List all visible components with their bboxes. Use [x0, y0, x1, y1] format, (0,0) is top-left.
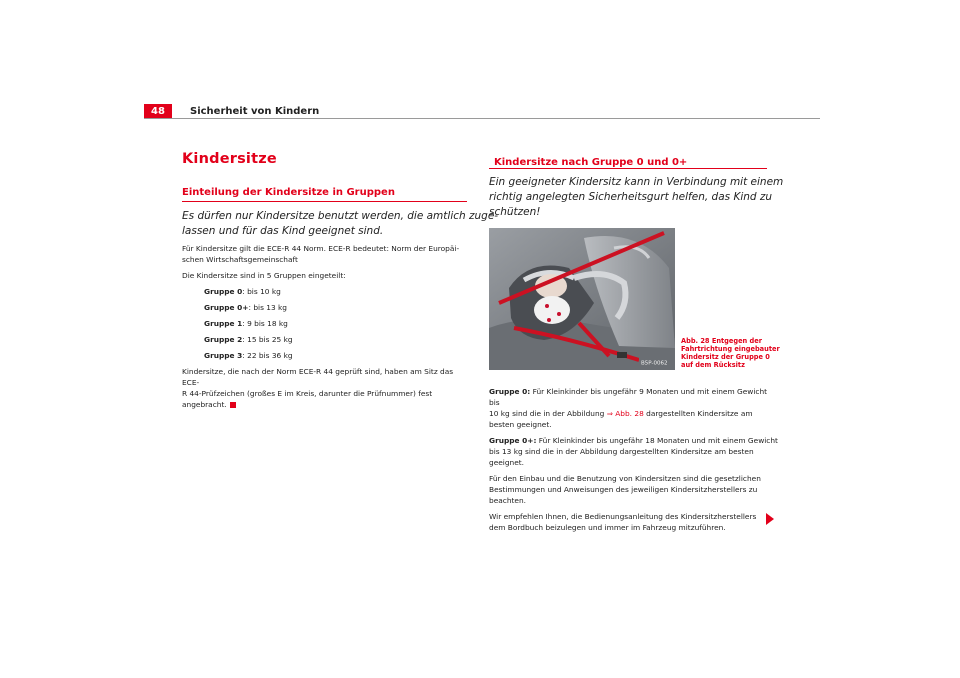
text-line: Für Kleinkinder bis ungefähr 9 Monaten und mit einem Gewicht bis — [489, 387, 768, 407]
paragraph-group0plus — [489, 435, 779, 468]
text-line: dem Bordbuch beizulegen und immer im Fahrzeug mitzuführen. — [489, 523, 726, 532]
group-item — [182, 350, 472, 361]
running-header: Sicherheit von Kindern — [190, 106, 320, 117]
group-value: : bis 13 kg — [248, 303, 287, 312]
groups-intro: Die Kindersitze sind in 5 Gruppen eingeteilt: — [182, 271, 346, 280]
text-line: dargestellten Kindersitze am — [643, 409, 753, 418]
text-line: Kindersitze, die nach der Norm ECE-R 44 geprüft sind, haben am Sitz das ECE- — [182, 367, 454, 387]
closing-paragraph — [182, 366, 472, 410]
text-line: angebracht. — [182, 400, 227, 409]
group-value: : 15 bis 25 kg — [242, 335, 293, 344]
child-seat-illustration — [489, 228, 675, 370]
child-seat-figure — [489, 228, 675, 370]
group-value: : 22 bis 36 kg — [242, 351, 293, 360]
text-line: bis 13 kg sind die in der Abbildung dargestellten Kindersitze am besten — [489, 447, 754, 456]
paragraph-group0 — [489, 386, 779, 430]
page-title: Kindersitze — [182, 151, 277, 167]
group-label: Gruppe 1 — [204, 319, 243, 328]
text-line: Für den Einbau und die Benutzung von Kindersitzen sind die gesetzlichen — [489, 474, 761, 483]
section-heading-group0: Kindersitze nach Gruppe 0 und 0+ — [494, 157, 688, 168]
section-rule-group0 — [489, 168, 767, 169]
figure-caption — [681, 337, 780, 369]
group-label: Gruppe 0 — [204, 287, 243, 296]
text-line: 10 kg sind die in der Abbildung — [489, 409, 607, 418]
text-line: R 44-Prüfzeichen (großes E im Kreis, darunter die Prüfnummer) fest — [182, 389, 433, 398]
page-number: 48 — [144, 104, 172, 119]
group-label: Gruppe 0+: — [489, 436, 537, 445]
figure-reference-link[interactable]: ⇒ Abb. 28 — [606, 409, 644, 418]
body-groups — [182, 243, 472, 415]
paragraph-recommendation — [489, 511, 779, 533]
caption-line: Kindersitz der Gruppe 0 — [681, 353, 770, 361]
lead-line: Ein geeigneter Kindersitz kann in Verbindung mit einem — [489, 176, 784, 188]
lead-text-group0 — [489, 175, 783, 220]
text-line: schen Wirtschaftsgemeinschaft — [182, 255, 298, 264]
lead-line: Es dürfen nur Kindersitze benutzt werden, die amtlich zuge- — [182, 210, 499, 222]
section-rule-groups — [182, 201, 467, 202]
caption-line: auf dem Rücksitz — [681, 361, 745, 369]
text-line: Für Kindersitze gilt die ECE-R 44 Norm. ECE-R bedeutet: Norm der Europäi- — [182, 244, 460, 253]
text-line: Für Kleinkinder bis ungefähr 18 Monaten und mit einem Gewicht — [536, 436, 778, 445]
group-value: : 9 bis 18 kg — [242, 319, 288, 328]
group-item — [182, 318, 472, 329]
continue-arrow-icon — [766, 513, 774, 525]
group-item — [182, 334, 472, 345]
caption-line: Fahrtrichtung eingebauter — [681, 345, 780, 353]
section-end-marker — [230, 402, 236, 408]
group-label: Gruppe 0: — [489, 387, 531, 396]
text-line: geeignet. — [489, 458, 525, 467]
figure-code: B5P-0062 — [641, 360, 668, 367]
group-item — [182, 302, 472, 313]
text-line: Bestimmungen und Anweisungen des jeweiligen Kindersitzherstellers zu — [489, 485, 758, 494]
header-rule — [144, 118, 820, 119]
group-label: Gruppe 0+ — [204, 303, 249, 312]
body-group0 — [489, 386, 779, 538]
text-line: Wir empfehlen Ihnen, die Bedienungsanleitung des Kindersitzherstellers — [489, 512, 757, 521]
section-heading-groups: Einteilung der Kindersitze in Gruppen — [182, 187, 395, 198]
group-label: Gruppe 3 — [204, 351, 243, 360]
text-line: besten geeignet. — [489, 420, 552, 429]
group-item — [182, 286, 472, 297]
lead-text-groups — [182, 209, 498, 239]
paragraph-regulations — [489, 473, 779, 506]
lead-line: richtig angelegten Sicherheitsgurt helfen, das Kind zu — [489, 191, 773, 203]
group-value: : bis 10 kg — [242, 287, 281, 296]
caption-line: Abb. 28 Entgegen der — [681, 337, 762, 345]
lead-line: lassen und für das Kind geeignet sind. — [182, 225, 384, 237]
text-line: beachten. — [489, 496, 526, 505]
group-label: Gruppe 2 — [204, 335, 243, 344]
lead-line: schützen! — [489, 206, 541, 218]
intro-paragraph — [182, 243, 472, 265]
